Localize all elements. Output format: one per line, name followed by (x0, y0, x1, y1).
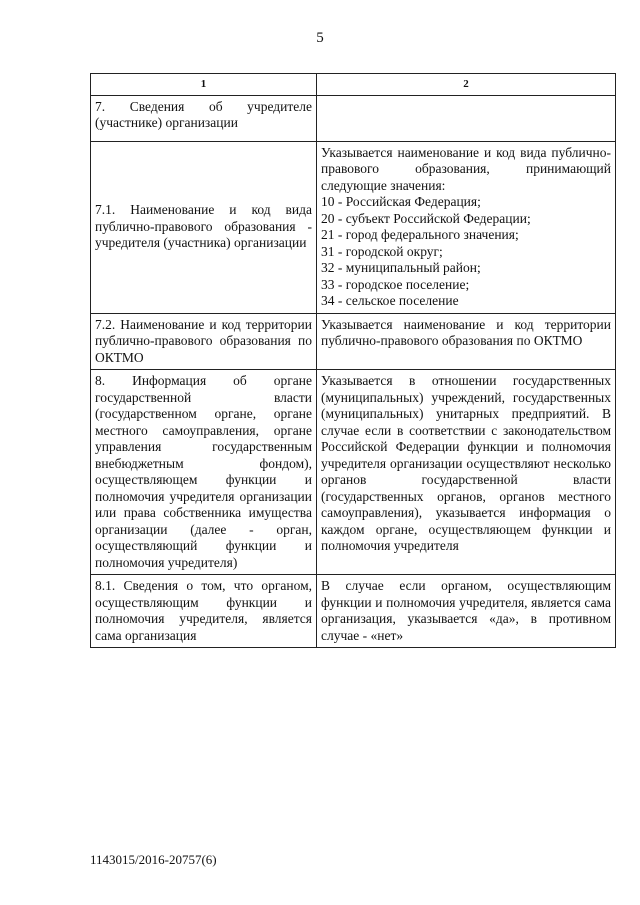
table-cell: 7.1. Наименование и код вида публично-правового образования - учредителя (участника) организации (91, 141, 317, 313)
table-row (91, 95, 616, 141)
list-item: 33 - городское поселение; (321, 276, 470, 292)
table-header-row (91, 74, 616, 96)
list-item: 21 - город федерального значения; (321, 227, 519, 242)
table-cell: Указывается наименование и код территории публично-правового образования по ОКТМО (317, 313, 616, 370)
table-row (91, 141, 616, 313)
table-cell: 8.1. Сведения о том, что органом, осуществляющим функции и полномочия учредителя, является сама организация (91, 575, 317, 648)
list-item: 31 - городской округ; (321, 243, 443, 259)
table-cell: В случае если органом, осуществляющим функции и полномочия учредителя, является сама организация, указывается «да», в противном случае - «нет» (317, 575, 616, 648)
table-row (91, 575, 616, 648)
column-header: 2 (317, 74, 616, 96)
data-table (90, 73, 616, 648)
list-item: 34 - сельское поселение (321, 293, 459, 308)
table-cell (317, 141, 616, 313)
table-cell (317, 95, 616, 141)
cell-text: Указывается наименование и код вида публично-правового образования, принимающий следующие значения: (321, 144, 611, 193)
table-row (91, 370, 616, 575)
table-row (91, 313, 616, 370)
table-cell: 7.2. Наименование и код территории публично-правового образования по ОКТМО (91, 313, 317, 370)
document-code: 1143015/2016-20757(6) (90, 852, 217, 867)
column-header: 1 (91, 74, 317, 96)
table-cell: Указывается в отношении государственных (муниципальных) учреждений, государственных (муниципальных) унитарных предприятий. В случае если в соответствии с законодательством Российской Федерации функции и полномочия учредителя организации осуществляют несколько органов государственной власти (государственных органов, органов местного самоуправления), указывается информация о каждом органе, осуществляющем функции и полномочия учредителя (317, 370, 616, 575)
page-number: 5 (316, 30, 324, 46)
list-item: 10 - Российская Федерация; (321, 194, 481, 209)
list-item: 32 - муниципальный район; (321, 260, 481, 275)
table-cell: 8. Информация об органе государственной власти (государственном органе, органе местного самоуправления, органе управления государственным внебюджетным фондом), осуществляющем функции и полномочия учредителя организации или права собственника имущества организации (далее - орган, осуществляющий функции и полномочия учредителя) (91, 370, 317, 575)
list-item: 20 - субъект Российской Федерации; (321, 210, 531, 226)
table-cell: 7. Сведения об учредителе (участнике) организации (91, 95, 317, 141)
